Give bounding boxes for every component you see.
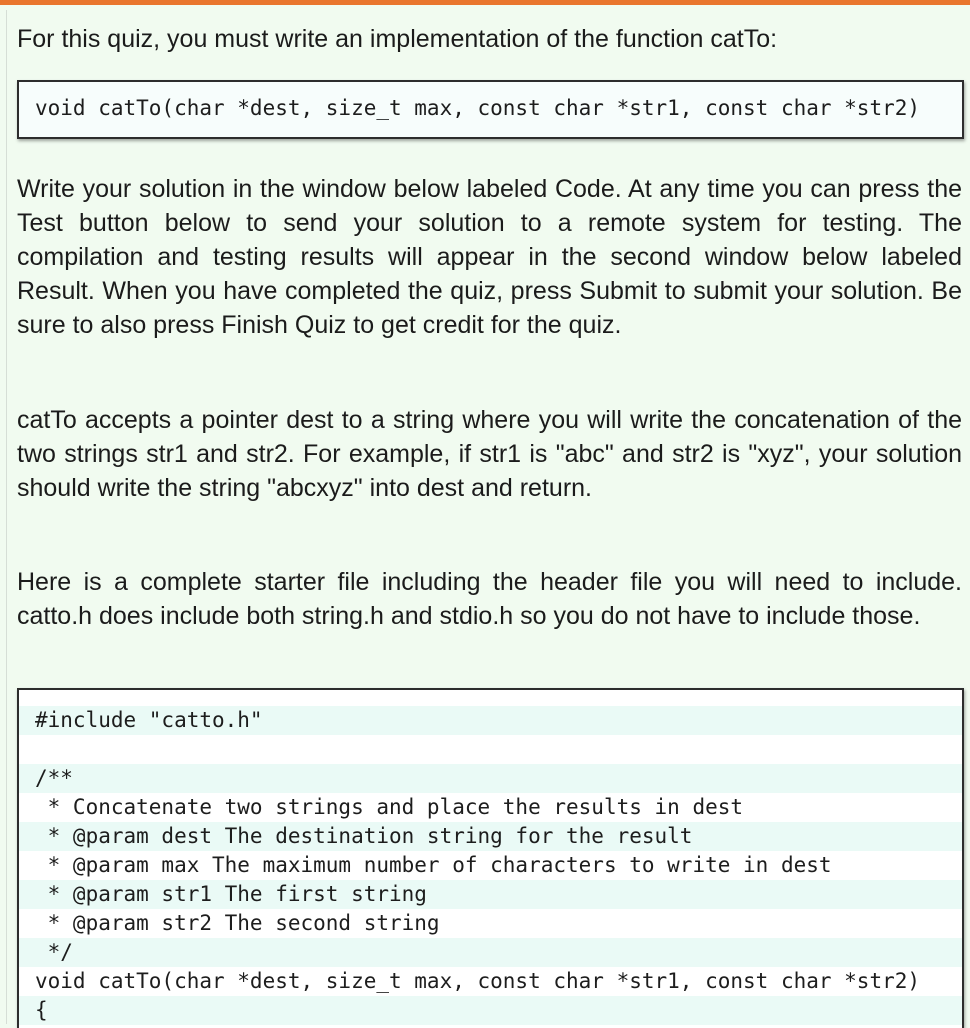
quiz-page <box>0 5 970 1024</box>
function-signature: void catTo(char *dest, size_t max, const char *str1, const char *str2) <box>35 96 921 120</box>
left-divider <box>6 10 7 1024</box>
description-text: catTo accepts a pointer dest to a string where you will write the concatenation of the two strings str1 and str2. For example, if str1 is "abc" and str2 is "xyz", your solution should write the string "abcxyz" into dest and return. <box>17 406 962 502</box>
code-line: */ <box>19 938 962 967</box>
starter-code-box <box>17 688 964 1028</box>
starter-intro-text: Here is a complete starter file including the header file you will need to include. catto.h does include both string.h and stdio.h so you do not have to include those. <box>17 568 962 630</box>
code-line: * @param str2 The second string <box>19 909 962 938</box>
code-line: #include "catto.h" <box>19 706 962 735</box>
starter-code-lines <box>19 706 962 1025</box>
code-line: * @param max The maximum number of characters to write in dest <box>19 851 962 880</box>
code-line: { <box>19 996 962 1025</box>
code-line: * @param dest The destination string for the result <box>19 822 962 851</box>
code-line: * @param str1 The first string <box>19 880 962 909</box>
code-line: /** <box>19 764 962 793</box>
function-signature-box <box>17 80 964 139</box>
code-line <box>19 735 962 764</box>
code-line: void catTo(char *dest, size_t max, const char *str1, const char *str2) <box>19 967 962 996</box>
code-line: * Concatenate two strings and place the results in dest <box>19 793 962 822</box>
instructions-text: Write your solution in the window below labeled Code. At any time you can press the Test button below to send your solution to a remote system for testing. The compilation and testing results will appear in the second window below labeled Result. When you have completed the quiz, press Submit to submit your solution. Be sure to also press Finish Quiz to get credit for the quiz. <box>17 175 962 339</box>
intro-text: For this quiz, you must write an implementation of the function catTo: <box>17 25 778 53</box>
